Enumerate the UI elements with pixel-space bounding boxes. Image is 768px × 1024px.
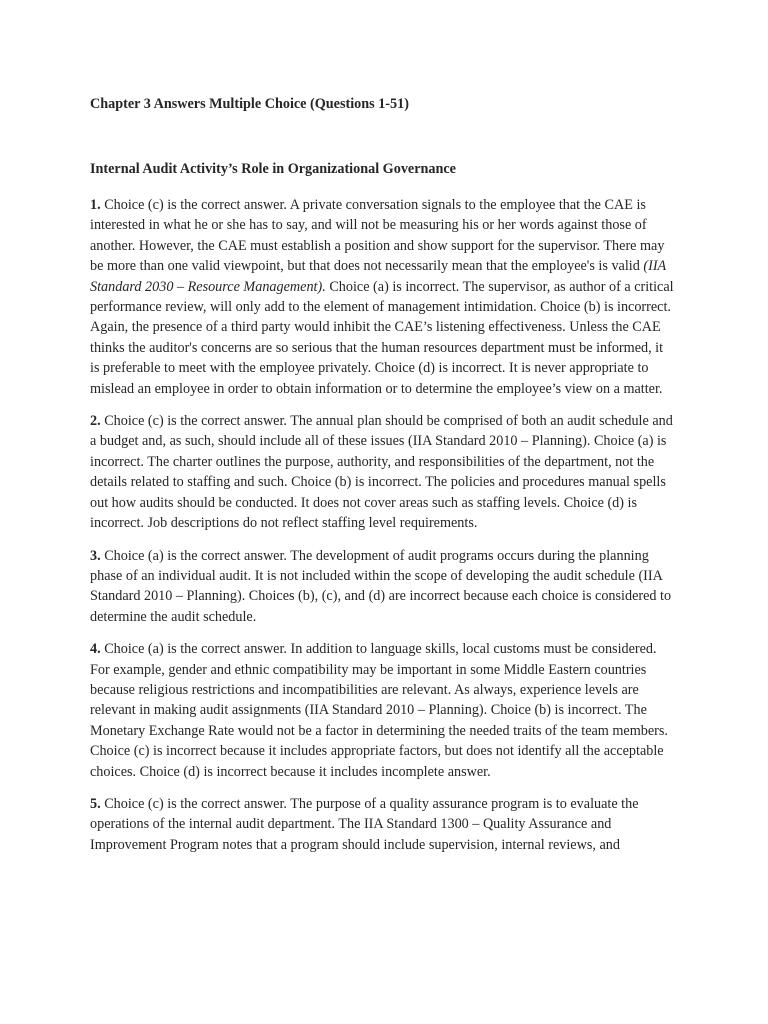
chapter-title: Chapter 3 Answers Multiple Choice (Questions 1-51) <box>90 96 409 112</box>
answer-text: Choice (c) is the correct answer. A private conversation signals to the employee that the CAE is interested in what he or she has to say, and will not be measuring his or her words against those of another. However, the CAE must establish a position and show support for the supervisor. There may be more than one valid viewpoint, but that does not necessarily mean that the employee's is valid <box>90 197 665 275</box>
answer-text: Choice (a) is the correct answer. In addition to language skills, local customs must be considered. For example, gender and ethnic compatibility may be important in some Middle Eastern countries because religious restrictions and incompatibilities are relevant. As always, experience levels are relevant in making audit assignments (IIA Standard 2010 – Planning). Choice (b) is incorrect. The Monetary Exchange Rate would not be a factor in determining the needed traits of the team members. Choice (c) is incorrect because it includes appropriate factors, but does not identify all the acceptable choices. Choice (d) is incorrect because it includes incomplete answer. <box>90 641 668 780</box>
answer-3 <box>90 546 676 628</box>
answer-1 <box>90 195 676 399</box>
answer-text: Choice (a) is incorrect. The supervisor, as author of a critical performance review, will only add to the element of management intimidation. Choice (b) is incorrect. Again, the presence of a third party would inhibit the CAE’s listening effectiveness. Unless the CAE thinks the auditor's concerns are so serious that the human resources department must be informed, it is preferable to meet with the employee privately. Choice (d) is incorrect. It is never appropriate to mislead an employee in order to obtain information or to determine the employee’s view on a matter. <box>90 278 674 397</box>
answer-list <box>90 195 676 867</box>
answer-number: 5. <box>90 795 101 812</box>
answer-number: 3. <box>90 547 101 564</box>
section-title: Internal Audit Activity’s Role in Organizational Governance <box>90 161 456 177</box>
answer-text: Choice (c) is the correct answer. The annual plan should be comprised of both an audit schedule and a budget and, as such, should include all of these issues (IIA Standard 2010 – Planning). Choice (a) is incorrect. The charter outlines the purpose, authority, and responsibilities of the department, not the details related to staffing and such. Choice (b) is incorrect. The policies and procedures manual spells out how audits should be conducted. It does not cover areas such as staffing levels. Choice (d) is incorrect. Job descriptions do not reflect staffing level requirements. <box>90 413 673 532</box>
answer-text: Choice (c) is the correct answer. The purpose of a quality assurance program is to evaluate the operations of the internal audit department. The IIA Standard 1300 – Quality Assurance and Improvement Program notes that a program should include supervision, internal reviews, and <box>90 795 639 853</box>
answer-4 <box>90 639 676 782</box>
document-page <box>90 0 676 1024</box>
answer-number: 4. <box>90 641 101 658</box>
answer-text: Choice (a) is the correct answer. The development of audit programs occurs during the planning phase of an individual audit. It is not included within the scope of developing the audit schedule (IIA Standard 2010 – Planning). Choices (b), (c), and (d) are incorrect because each choice is considered to determine the audit schedule. <box>90 547 672 625</box>
answer-2 <box>90 411 676 533</box>
standard-citation: (IIA Standard 2030 – Resource Management). <box>90 258 666 295</box>
answer-number: 1. <box>90 197 101 213</box>
answer-number: 2. <box>90 413 101 430</box>
answer-5 <box>90 794 676 855</box>
